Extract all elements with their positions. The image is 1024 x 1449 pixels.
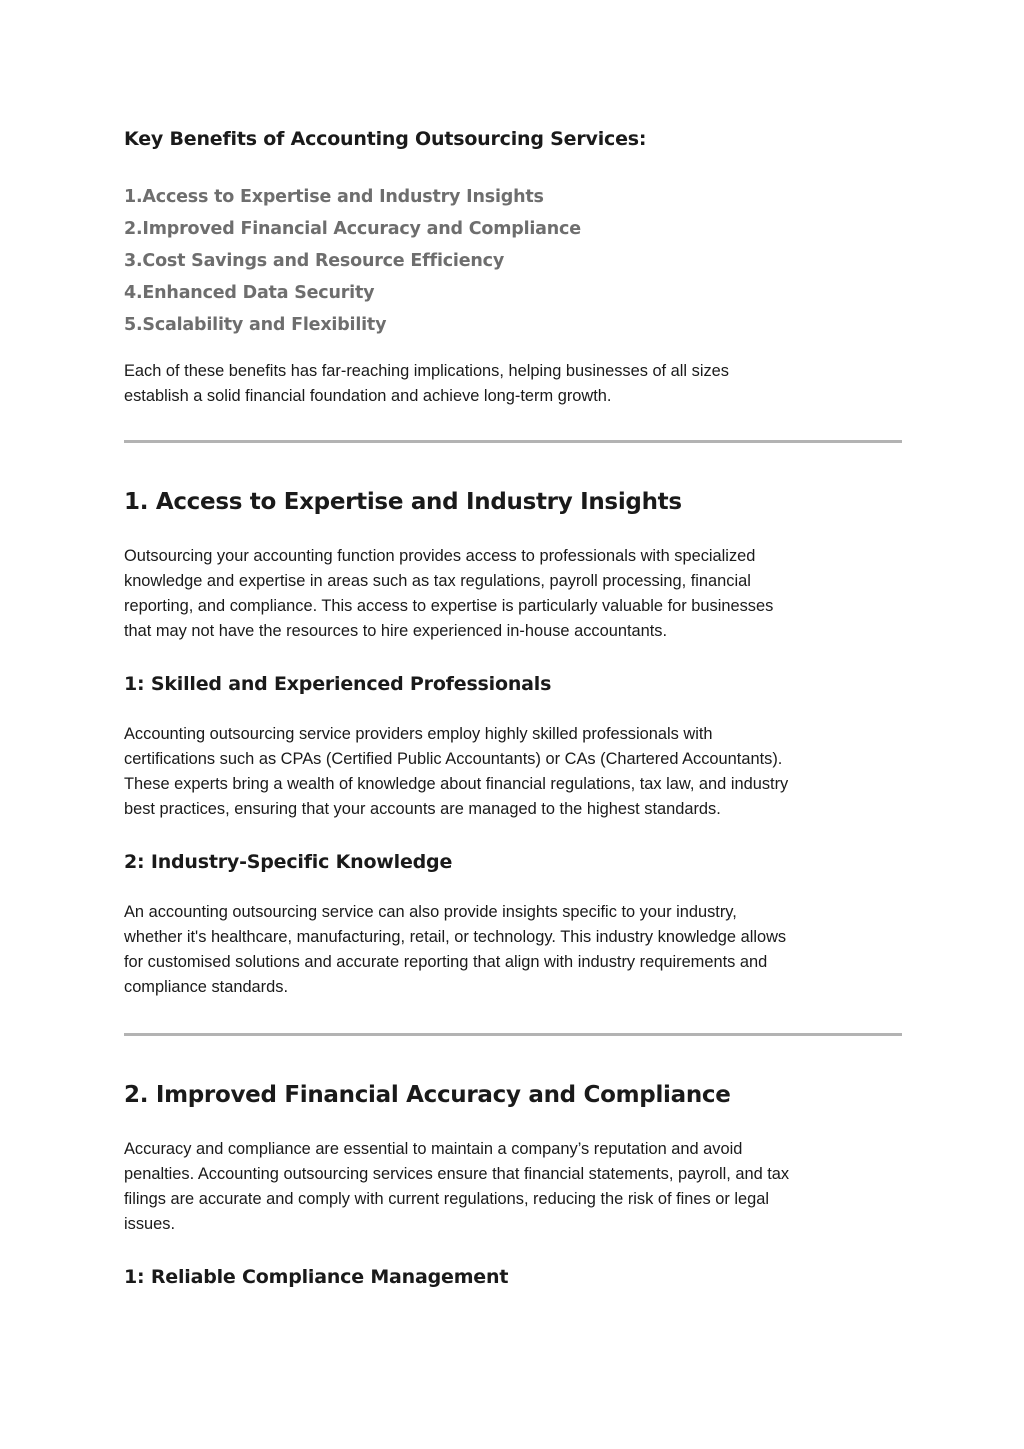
section1-sub2-paragraph bbox=[124, 900, 902, 1000]
section2-paragraph bbox=[124, 1137, 902, 1237]
text-line: Accounting outsourcing service providers employ highly skilled professionals with bbox=[124, 725, 713, 743]
text-line: Outsourcing your accounting function provides access to professionals with specialized bbox=[124, 547, 756, 565]
section2-title: 2. Improved Financial Accuracy and Compliance bbox=[124, 1082, 731, 1108]
text-line: whether it's healthcare, manufacturing, retail, or technology. This industry knowledge allows bbox=[124, 928, 787, 946]
text-line: for customised solutions and accurate reporting that align with industry requirements and bbox=[124, 953, 768, 971]
text-line: penalties. Accounting outsourcing services ensure that financial statements, payroll, and tax bbox=[124, 1165, 790, 1183]
text-line: establish a solid financial foundation and achieve long-term growth. bbox=[124, 387, 612, 405]
text-line: best practices, ensuring that your accounts are managed to the highest standards. bbox=[124, 800, 721, 818]
section1-sub1-paragraph bbox=[124, 722, 902, 822]
list-item: 3.Cost Savings and Resource Efficiency bbox=[124, 251, 505, 271]
text-line: Each of these benefits has far-reaching implications, helping businesses of all sizes bbox=[124, 362, 729, 380]
text-line: that may not have the resources to hire experienced in-house accountants. bbox=[124, 622, 668, 640]
text-line: An accounting outsourcing service can also provide insights specific to your industry, bbox=[124, 903, 737, 921]
list-item: 2.Improved Financial Accuracy and Compliance bbox=[124, 219, 581, 239]
benefits-list bbox=[124, 181, 581, 341]
section1-sub1-title: 1: Skilled and Experienced Professionals bbox=[124, 673, 552, 695]
intro-title: Key Benefits of Accounting Outsourcing Services: bbox=[124, 128, 647, 150]
section1-title: 1. Access to Expertise and Industry Insights bbox=[124, 489, 682, 515]
text-line: reporting, and compliance. This access to expertise is particularly valuable for businesses bbox=[124, 597, 774, 615]
list-item: 1.Access to Expertise and Industry Insights bbox=[124, 187, 544, 207]
intro-summary bbox=[124, 359, 902, 409]
text-line: filings are accurate and comply with current regulations, reducing the risk of fines or legal bbox=[124, 1190, 770, 1208]
text-line: issues. bbox=[124, 1215, 176, 1233]
text-line: certifications such as CPAs (Certified Public Accountants) or CAs (Chartered Accountants). bbox=[124, 750, 783, 768]
text-line: compliance standards. bbox=[124, 978, 288, 996]
text-line: These experts bring a wealth of knowledge about financial regulations, tax law, and industry bbox=[124, 775, 789, 793]
section1-paragraph bbox=[124, 544, 902, 644]
section1-sub2-title: 2: Industry-Specific Knowledge bbox=[124, 851, 453, 873]
text-line: Accuracy and compliance are essential to maintain a company’s reputation and avoid bbox=[124, 1140, 743, 1158]
list-item: 5.Scalability and Flexibility bbox=[124, 315, 387, 335]
section-divider bbox=[124, 440, 902, 443]
section-divider bbox=[124, 1033, 902, 1036]
list-item: 4.Enhanced Data Security bbox=[124, 283, 375, 303]
text-line: knowledge and expertise in areas such as tax regulations, payroll processing, financial bbox=[124, 572, 751, 590]
section2-sub1-title: 1: Reliable Compliance Management bbox=[124, 1266, 509, 1288]
